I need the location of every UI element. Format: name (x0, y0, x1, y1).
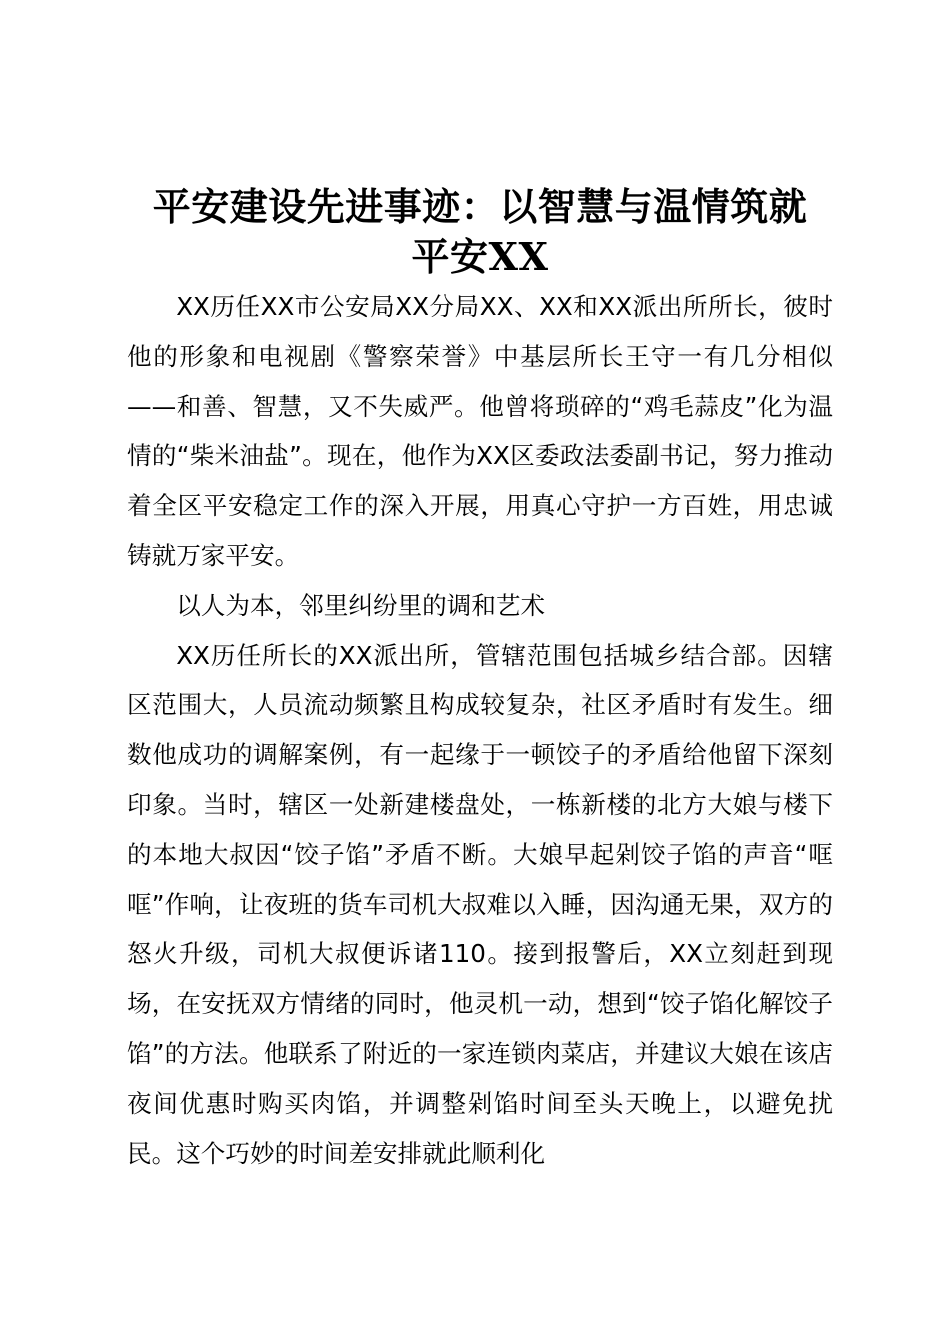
title-line-2: 平安XX (411, 234, 549, 279)
paragraph-intro: XX历任XX市公安局XX分局XX、XX和XX派出所所长，彼时他的形象和电视剧《警察荣誉》中基层所长王守一有几分相似——和善、智慧，又不失威严。他曾将琐碎的“鸡毛蒜皮”化为温情的“柴米油盐”。现在，他作为XX区委政法委副书记，努力推动着全区平安稳定工作的深入开展，用真心守护一方百姓，用忠诚铸就万家平安。 (127, 292, 833, 570)
document-title (127, 182, 833, 282)
title-line-1: 平安建设先进事迹：以智慧与温情筑就 (152, 184, 808, 229)
document-page (127, 182, 833, 1178)
document-body (127, 282, 833, 1178)
section-heading: 以人为本，邻里纠纷里的调和艺术 (176, 590, 546, 620)
paragraph-case: XX历任所长的XX派出所，管辖范围包括城乡结合部。因辖区范围大，人员流动频繁且构成较复杂，社区矛盾时有发生。细数他成功的调解案例，有一起缘于一顿饺子的矛盾给他留下深刻印象。当时，辖区一处新建楼盘处，一栋新楼的北方大娘与楼下的本地大叔因“饺子馅”矛盾不断。大娘早起剁饺子馅的声音“哐哐”作响，让夜班的货车司机大叔难以入睡，因沟通无果，双方的怒火升级，司机大叔便诉诸110。接到报警后，XX立刻赶到现场，在安抚双方情绪的同时，他灵机一动，想到“饺子馅化解饺子馅”的方法。他联系了附近的一家连锁肉菜店，并建议大娘在该店夜间优惠时购买肉馅，并调整剁馅时间至头天晚上，以避免扰民。这个巧妙的时间差安排就此顺利化 (127, 640, 833, 1168)
